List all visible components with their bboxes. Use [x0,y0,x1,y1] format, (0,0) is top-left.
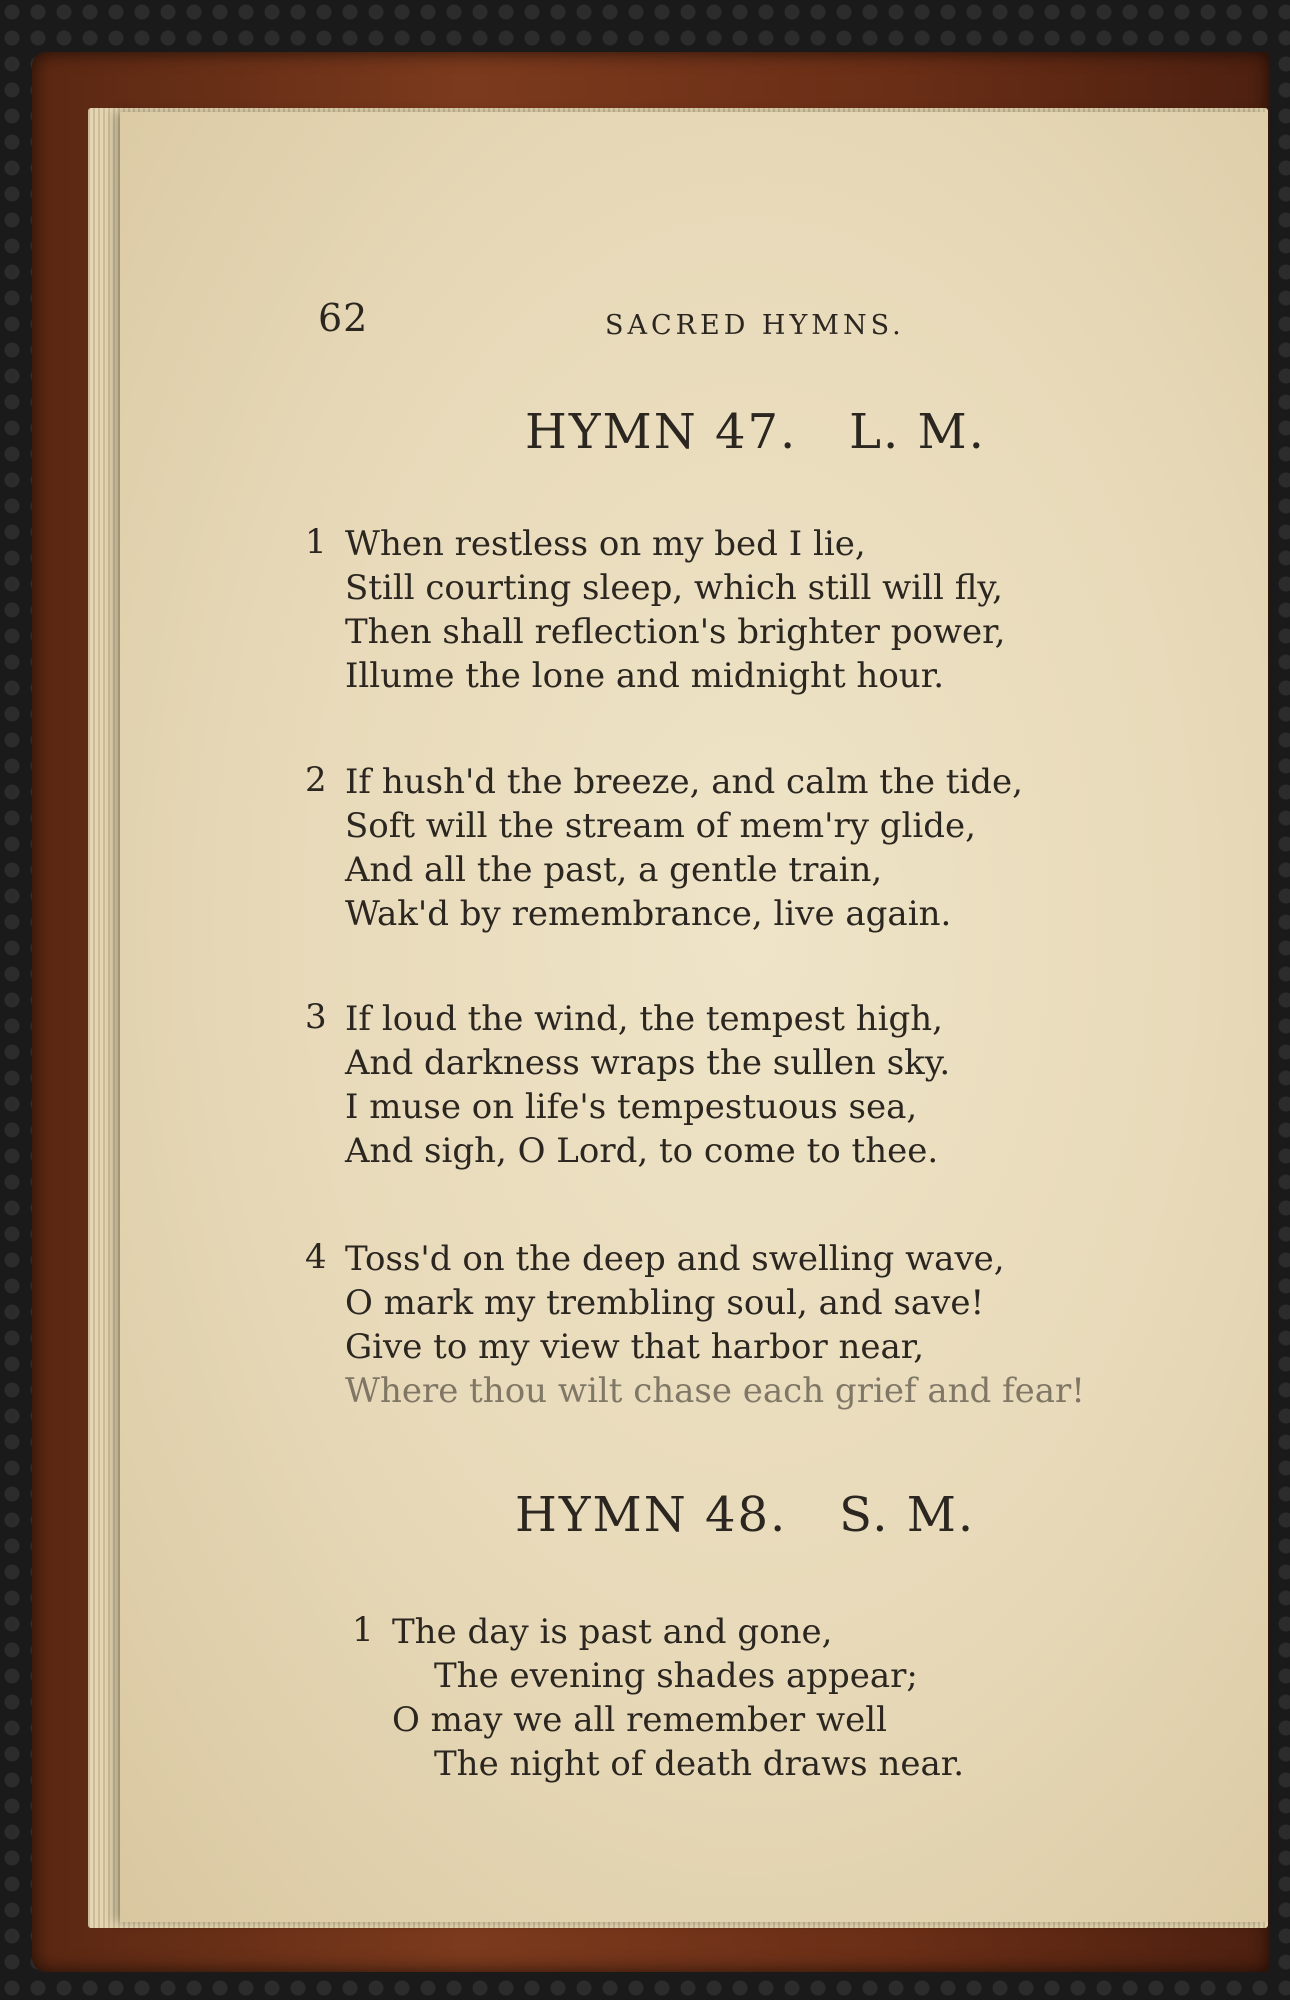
verse-line: Illume the lone and midnight hour. [345,656,945,696]
verse-line: Then shall reflection's brighter power, [345,612,1006,652]
page-number: 62 [318,296,369,340]
verse-number: 3 [305,997,327,1037]
verse-line: When restless on my bed I lie, [345,524,866,564]
verse-line: Soft will the stream of mem'ry glide, [345,806,976,846]
verse-number: 1 [352,1610,374,1650]
verse-line: Where thou wilt chase each grief and fear! [345,1371,1085,1411]
verse-line: And darkness wraps the sullen sky. [345,1043,951,1083]
verse-line: The day is past and gone, [392,1612,833,1652]
verse-number: 4 [305,1237,327,1277]
verse-line: Still courting sleep, which still will fly, [345,568,1003,608]
verse-line: Give to my view that harbor near, [345,1327,925,1367]
verse-line: I muse on life's tempestuous sea, [345,1087,918,1127]
verse-line: The evening shades appear; [434,1656,918,1696]
verse-line: The night of death draws near. [434,1744,965,1784]
running-head: SACRED HYMNS. [605,310,905,341]
verse-number: 1 [305,522,327,562]
verse-line: Wak'd by remembrance, live again. [345,894,952,934]
verse-line: O mark my trembling soul, and save! [345,1283,985,1323]
book-page [120,112,1268,1922]
verse-line: If hush'd the breeze, and calm the tide, [345,762,1023,802]
hymn-48-title: HYMN 48. S. M. [515,1487,976,1543]
verse-number: 2 [305,760,327,800]
verse-line: O may we all remember well [392,1700,887,1740]
verse-line: And all the past, a gentle train, [345,850,883,890]
verse-line: And sigh, O Lord, to come to thee. [345,1131,939,1171]
hymn-47-title: HYMN 47. L. M. [525,404,986,460]
verse-line: Toss'd on the deep and swelling wave, [345,1239,1005,1279]
verse-line: If loud the wind, the tempest high, [345,999,943,1039]
